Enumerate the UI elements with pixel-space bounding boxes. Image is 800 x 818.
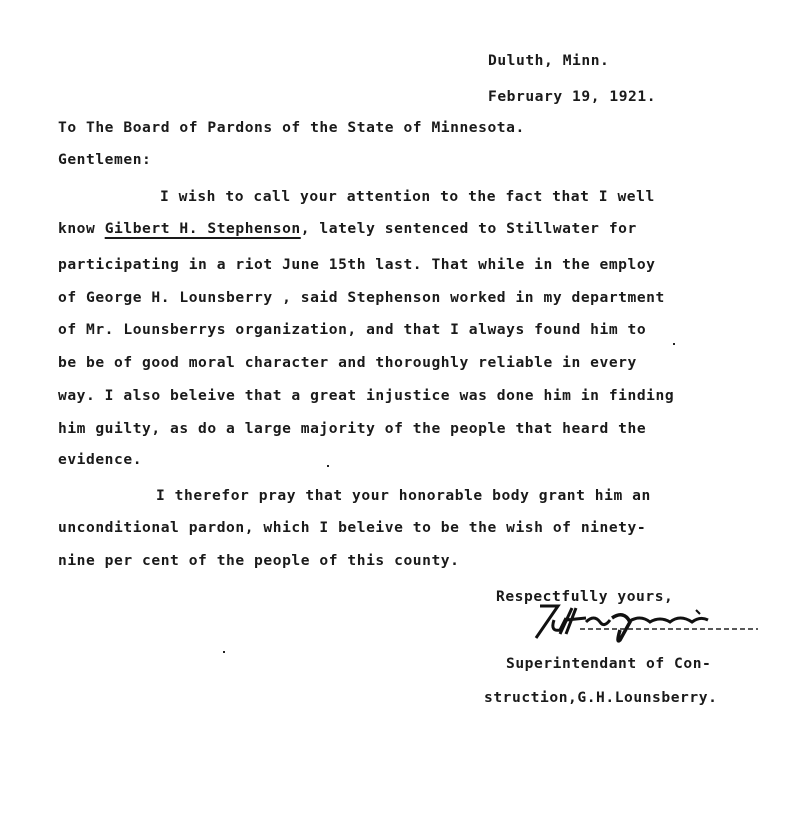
letter-date: February 19, 1921.: [488, 88, 657, 105]
letter-place: Duluth, Minn.: [488, 52, 610, 69]
stray-mark: [223, 651, 225, 653]
body-line-11: unconditional pardon, which I beleive to be the wish of ninety-: [58, 519, 647, 536]
body-line-12: nine per cent of the people of this county.: [58, 552, 460, 569]
stray-mark: [673, 343, 675, 345]
letter-closing: Respectfully yours,: [496, 588, 674, 605]
letter-salutation: Gentlemen:: [58, 151, 152, 168]
body-line-9: evidence.: [58, 451, 143, 468]
body-text: , lately sentenced to Stillwater for: [300, 220, 637, 237]
body-line-5: of Mr. Lounsberrys organization, and that I always found him to: [58, 321, 647, 338]
underlined-name: Gilbert H. Stephenson: [104, 220, 301, 237]
body-line-3: participating in a riot June 15th last. That while in the employ: [58, 256, 656, 273]
letter-addressee: To The Board of Pardons of the State of Minnesota.: [58, 119, 525, 136]
signer-title-line-2: struction,G.H.Lounsberry.: [484, 689, 718, 706]
body-line-10: I therefor pray that your honorable body grant him an: [156, 487, 651, 504]
signature-icon: [520, 600, 760, 645]
body-line-8: him guilty, as do a large majority of the people that heard the: [58, 420, 647, 437]
body-line-7: way. I also beleive that a great injustice was done him in finding: [58, 387, 675, 404]
body-line-1: I wish to call your attention to the fact that I well: [160, 188, 655, 205]
body-text: know: [58, 220, 105, 237]
signer-title-line-1: Superintendant of Con-: [506, 655, 712, 672]
body-line-6: be be of good moral character and thoroughly reliable in every: [58, 354, 637, 371]
body-line-4: of George H. Lounsberry , said Stephenson worked in my department: [58, 289, 665, 306]
stray-mark: [327, 465, 329, 467]
body-line-2: [58, 220, 637, 238]
